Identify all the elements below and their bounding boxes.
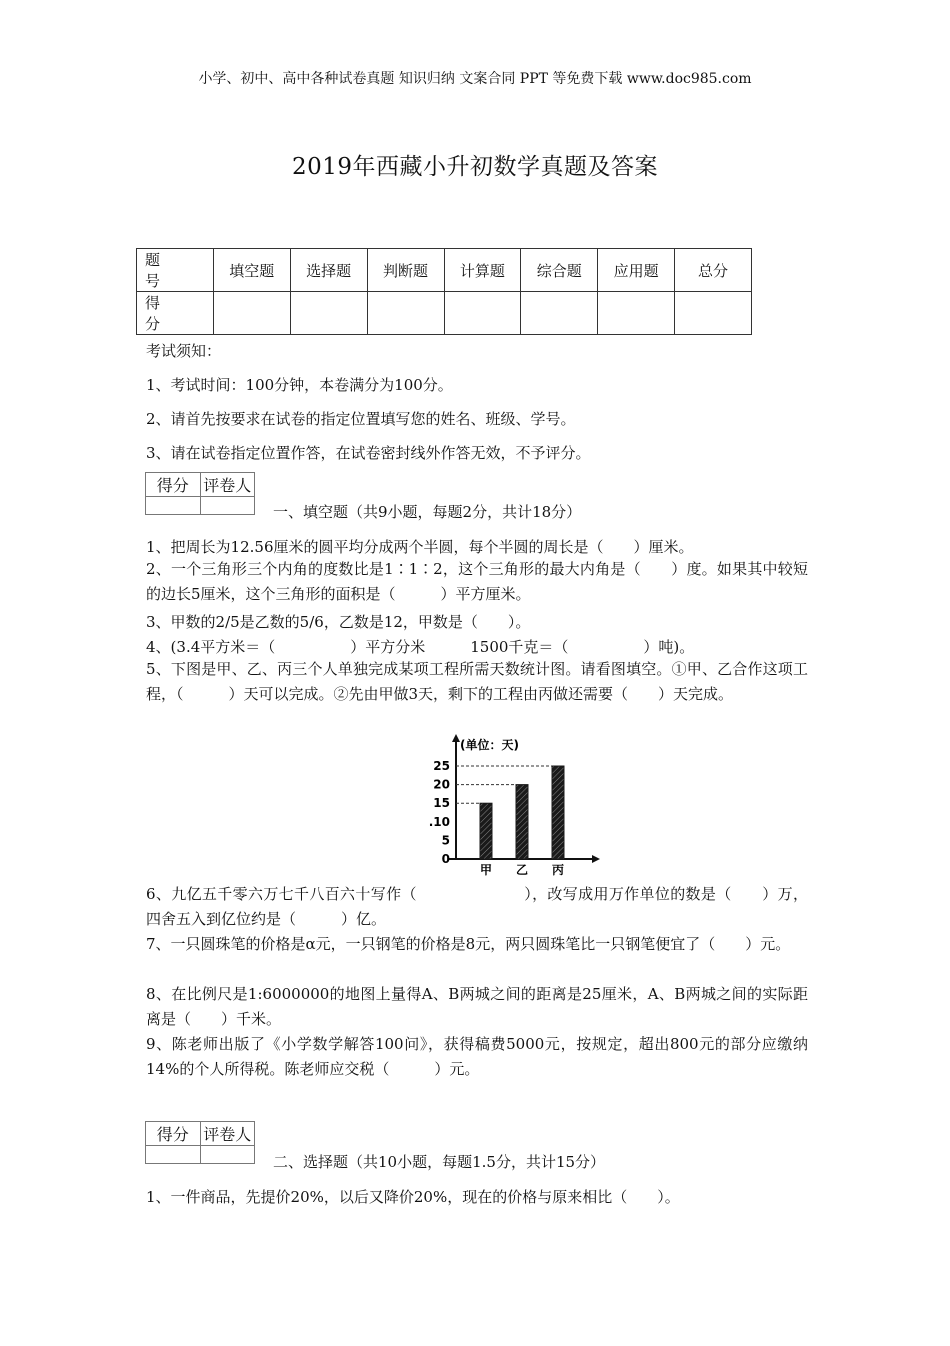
score-table-header-row (137, 249, 752, 292)
x-axis-arrow (592, 855, 600, 863)
section-heading: 一、填空题（共9小题，每题2分，共计18分） (273, 503, 582, 521)
chart-unit-label: (单位：天) (460, 738, 519, 752)
question-item: 2、一个三角形三个内角的度数比是1∶1∶2，这个三角形的最大内角是（ ）度。如果其中较短的边长5厘米，这个三角形的面积是（ ）平方厘米。 (146, 560, 808, 603)
score-cell-application: 应用题 (598, 249, 675, 292)
grader-score-label: 得分 (146, 1122, 201, 1146)
question-item: 4、(3.4平方米＝（ ）平方分米 1500千克＝（ ）吨)。 (146, 638, 695, 656)
bar (516, 785, 528, 859)
grader-score-cell[interactable] (146, 1146, 201, 1164)
score-cell-label: 题 号 (137, 249, 214, 292)
score-input-cell[interactable] (290, 292, 367, 335)
question-item: 1、把周长为12.56厘米的圆平均分成两个半圆，每个半圆的周长是（ ）厘米。 (146, 538, 694, 556)
score-table-score-row (137, 292, 752, 335)
grader-box (145, 1121, 255, 1164)
y-tick-label: 0 (441, 852, 450, 866)
page-title: 2019年西藏小升初数学真题及答案 (291, 154, 659, 180)
score-cell-calc: 计算题 (444, 249, 521, 292)
question-item: 1、一件商品，先提价20%，以后又降价20%，现在的价格与原来相比（ ）。 (146, 1188, 680, 1206)
x-category-label: 丙 (551, 863, 565, 877)
grader-score-cell[interactable] (146, 497, 201, 515)
grader-reviewer-label: 评卷人 (200, 473, 255, 497)
score-input-cell[interactable] (444, 292, 521, 335)
grader-reviewer-cell[interactable] (200, 1146, 255, 1164)
score-cell-choice: 选择题 (290, 249, 367, 292)
section-heading: 二、选择题（共10小题，每题1.5分，共计15分） (273, 1153, 606, 1171)
grader-reviewer-label: 评卷人 (200, 1122, 255, 1146)
notice-item: 1、考试时间：100分钟，本卷满分为100分。 (146, 376, 453, 394)
score-cell-total: 总分 (675, 249, 752, 292)
site-banner: 小学、初中、高中各种试卷真题 知识归纳 文案合同 PPT 等免费下载 www.doc985.com (198, 71, 752, 87)
question-item: 3、甲数的2/5是乙数的5/6，乙数是12，甲数是（ ）。 (146, 613, 531, 631)
y-tick-label: 5 (441, 833, 450, 848)
question-item: 5、下图是甲、乙、丙三个人单独完成某项工程所需天数统计图。请看图填空。①甲、乙合作这项工程，（ ）天可以完成。②先由甲做3天，剩下的工程由丙做还需要（ ）天完成。 (146, 660, 808, 703)
y-tick-label: 25 (433, 759, 450, 773)
grader-reviewer-cell[interactable] (200, 497, 255, 515)
score-row-label: 得 分 (137, 292, 214, 335)
score-input-cell[interactable] (675, 292, 752, 335)
score-cell-fill: 填空题 (213, 249, 290, 292)
score-cell-comprehensive: 综合题 (521, 249, 598, 292)
y-tick-label: 20 (433, 777, 450, 792)
bar (480, 803, 492, 859)
score-input-cell[interactable] (367, 292, 444, 335)
question-item: 6、九亿五千零六万七千八百六十写作（ ），改写成用万作单位的数是（ ）万，四舍五入到亿位约是（ ）亿。 (146, 885, 808, 928)
notice-item: 2、请首先按要求在试卷的指定位置填写您的姓名、班级、学号。 (146, 410, 576, 428)
grader-score-label: 得分 (146, 473, 201, 497)
question-item: 7、一只圆珠笔的价格是α元，一只钢笔的价格是8元，两只圆珠笔比一只钢笔便宜了（ ）元。 (146, 935, 791, 953)
score-input-cell[interactable] (521, 292, 598, 335)
bar (552, 766, 564, 859)
notice-item: 3、请在试卷指定位置作答，在试卷密封线外作答无效，不予评分。 (146, 444, 591, 462)
notice-heading: 考试须知： (146, 342, 222, 360)
y-tick-label: 15 (433, 796, 450, 811)
bar-chart (418, 732, 604, 878)
question-item: 8、在比例尺是1:6000000的地图上量得A、B两城之间的距离是25厘米，A、B两城之间的实际距离是（ ）千米。 (146, 985, 808, 1028)
score-input-cell[interactable] (213, 292, 290, 335)
question-item: 9、陈老师出版了《小学数学解答100问》，获得稿费5000元，按规定，超出800元的部分应缴纳14%的个人所得税。陈老师应交税（ ）元。 (146, 1035, 808, 1078)
score-table (136, 248, 752, 335)
x-category-label: 甲 (479, 863, 493, 877)
score-input-cell[interactable] (598, 292, 675, 335)
x-category-label: 乙 (515, 863, 529, 877)
grader-box (145, 472, 255, 515)
score-cell-judge: 判断题 (367, 249, 444, 292)
y-tick-label: .10 (428, 814, 450, 829)
y-axis-arrow (452, 734, 460, 742)
